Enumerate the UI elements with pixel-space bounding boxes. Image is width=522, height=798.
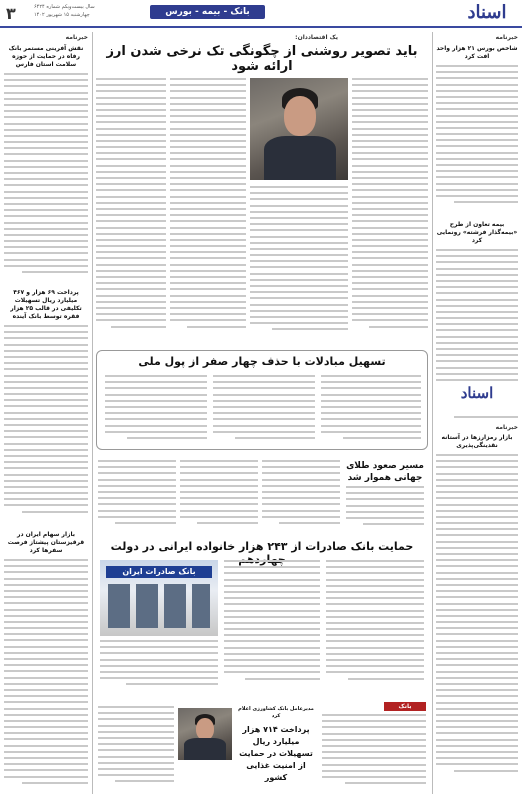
sidebar-headline: بازار رمزارزها در آستانه نقدینگی‌پذیری	[441, 434, 513, 449]
sidebar-headline: بازار سهام ایران در قرقیزستان پیشتاز فرصت سفرها کرد	[7, 531, 85, 554]
sidebar-headline: شاخص بورس ۲۱ هزار واحد افت کرد	[436, 45, 518, 60]
sidebar-body	[4, 73, 88, 283]
newspaper-logo: اسناد	[467, 2, 507, 23]
article-column	[352, 78, 428, 342]
page-number: ۳	[6, 4, 16, 23]
sidebar-headline: بیمه تعاون از طرح «بیمه‌گذار فرشته» رونمایی کرد	[436, 221, 518, 244]
manager-photo	[178, 708, 232, 760]
story-column	[213, 375, 315, 447]
story-kicker: مدیرعامل بانک کشاورزی اعلام کرد	[238, 706, 314, 719]
article-column	[250, 186, 348, 342]
story-column	[262, 460, 340, 532]
left-sidebar	[4, 32, 88, 794]
sidebar-headline: نقش آفرینی مستمر بانک رفاه در حمایت از حوزه سلامت استان فارس	[8, 45, 84, 68]
sidebar-body	[436, 454, 518, 798]
sidebar-tag: خبرنامه	[495, 424, 518, 431]
story-gold	[96, 456, 428, 534]
story-currency	[96, 350, 428, 450]
column-divider-right	[432, 32, 433, 794]
sidebar-tag: خبرنامه	[65, 34, 88, 41]
sidebar-body	[436, 65, 518, 215]
sidebar-logo: اسناد	[460, 384, 494, 402]
story-column	[326, 560, 424, 694]
story-headline-block	[238, 706, 314, 792]
story-bank-keshavarzi	[96, 702, 428, 794]
story-column	[346, 486, 424, 530]
story-column	[180, 460, 258, 532]
sidebar-logo-block	[436, 382, 518, 416]
bank-sign: بانک صادرات ایران	[106, 566, 212, 578]
article-headline: باید تصویر روشنی از چگونگی تک نرخی شدن ارز ارائه شود	[106, 44, 418, 74]
date-text: چهارشنبه ۱۵ شهریور ۱۴۰۲	[34, 12, 90, 18]
bank-building-photo	[100, 560, 218, 636]
portrait-photo	[250, 78, 348, 180]
article-column	[170, 78, 246, 342]
sidebar-body	[4, 559, 88, 798]
story-headline: تسهیل مبادلات با حذف چهار صفر از پول ملی	[138, 355, 386, 368]
story-column	[322, 714, 426, 792]
right-sidebar-lower	[436, 424, 518, 798]
story-headline: حمایت بانک صادرات از ۲۴۳ هزار خانواده ایرانی در دولت	[110, 540, 414, 553]
story-column	[100, 640, 218, 694]
main-article	[96, 34, 428, 346]
story-bank-saderat	[96, 538, 428, 698]
column-divider-left	[92, 32, 93, 794]
story-headline: مسیر صعود طلای جهانی هموار شد	[346, 461, 424, 483]
story-column	[98, 706, 174, 792]
story-column	[98, 460, 176, 532]
sidebar-tag: خبرنامه	[495, 34, 518, 41]
story-column	[321, 375, 421, 447]
story-column	[105, 375, 207, 447]
article-kicker: یک اقتصاددان:	[295, 34, 338, 41]
sidebar-body	[4, 325, 88, 525]
story-column	[224, 560, 320, 694]
story-headline: پرداخت ۷۱۴ هزار میلیارد ریال تسهیلات در حمایت از امنیت غذایی کشور	[239, 725, 313, 782]
right-sidebar	[436, 32, 518, 794]
story-tag: بانک	[384, 702, 426, 711]
article-column	[96, 78, 166, 342]
sidebar-headline: پرداخت ۶۹ هزار و ۴۶۷ میلیارد ریال تسهیلات تکلیفی در قالب ۲۵ هزار فقره توسط بانک آینده	[10, 289, 82, 320]
section-title: بانک - بیمه - بورس	[150, 5, 265, 19]
issue-text: سال بیست‌ویکم شماره ۶۴۲۴	[34, 4, 95, 10]
